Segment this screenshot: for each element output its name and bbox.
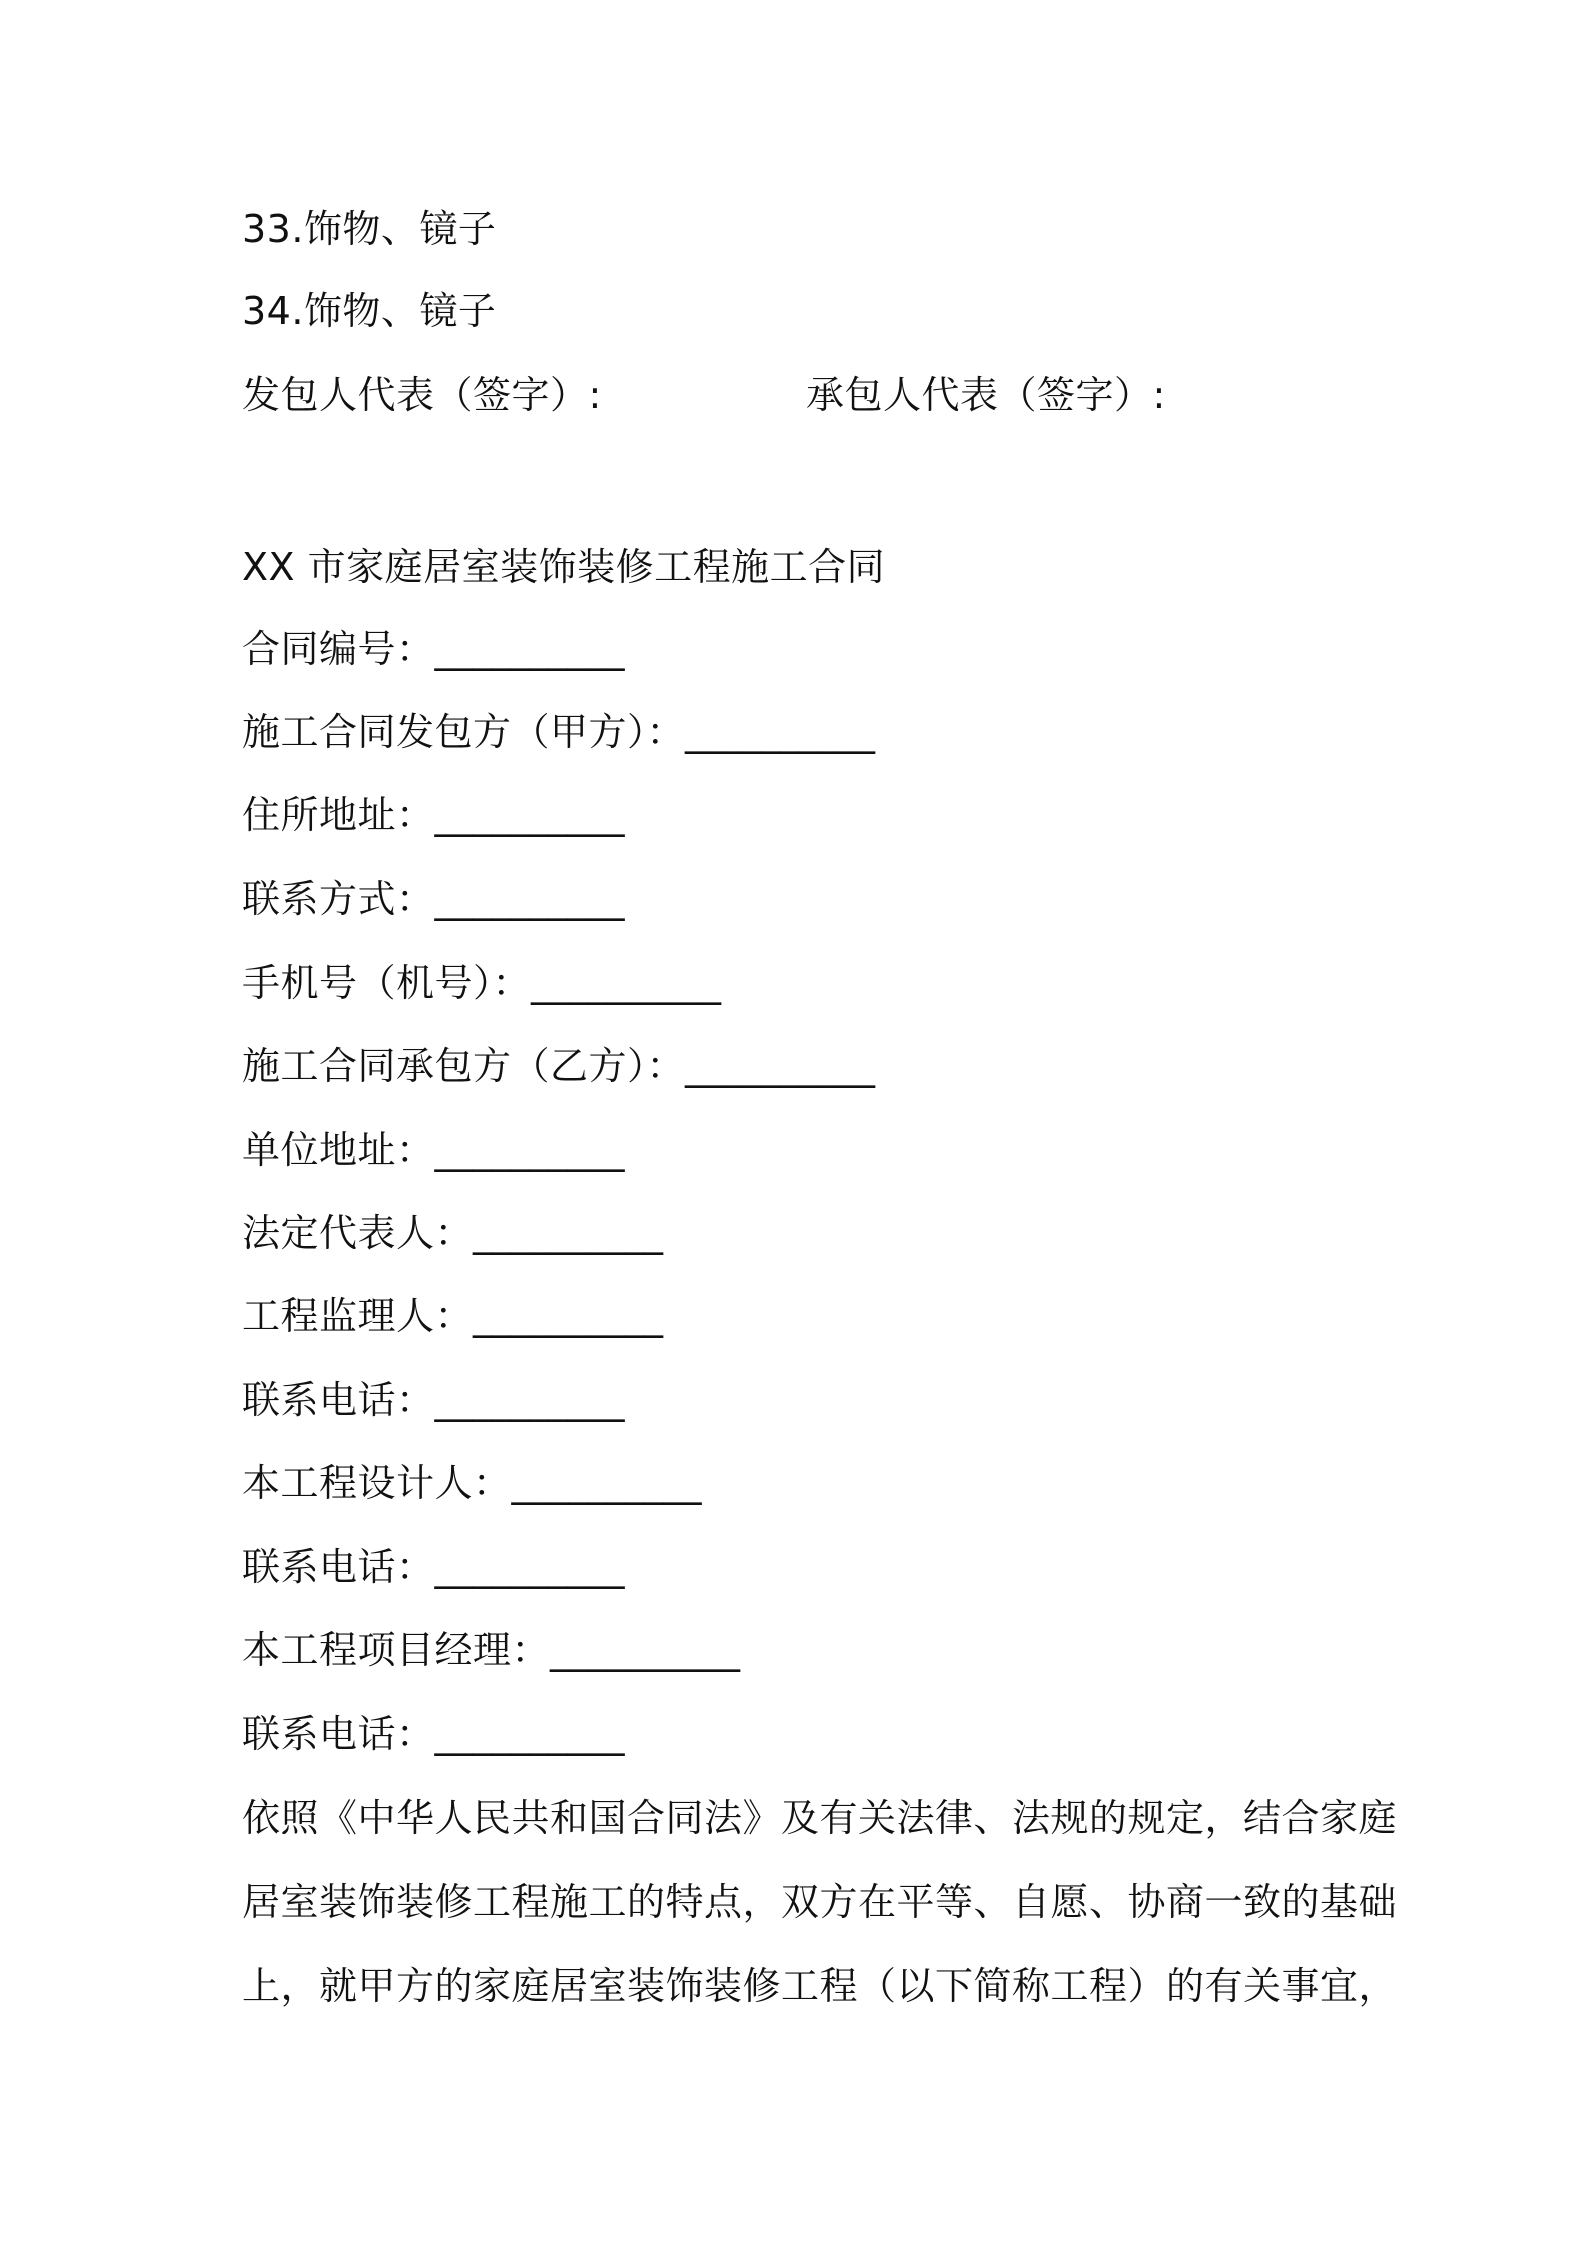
field-label: 联系电话：: [242, 1378, 435, 1422]
field-designer: [242, 1457, 702, 1509]
field-label: 施工合同发包方（甲方）：: [242, 710, 686, 754]
body-paragraph-line-3: 上，就甲方的家庭居室装饰装修工程（以下简称工程）的有关事宜，: [242, 1964, 1398, 2008]
field-party-a: [242, 706, 875, 758]
list-item-34: 34.饰物、镜子: [242, 289, 497, 333]
field-blank: __________: [685, 710, 876, 754]
field-label: 手机号（机号）：: [242, 961, 532, 1005]
field-blank: __________: [434, 877, 625, 921]
field-blank: __________: [473, 1294, 664, 1338]
field-blank: __________: [685, 1044, 876, 1088]
list-item-33: 33.饰物、镜子: [242, 207, 497, 251]
field-supervisor: [242, 1290, 663, 1342]
field-designer-phone: [242, 1541, 625, 1593]
body-paragraph-line-1: 依照《中华人民共和国合同法》及有关法律、法规的规定，结合家庭: [242, 1796, 1398, 1840]
field-blank: __________: [473, 1211, 664, 1255]
field-blank: __________: [511, 1461, 702, 1505]
employer-signature-label: 发包人代表（签字）:: [242, 373, 602, 417]
field-blank: __________: [550, 1628, 741, 1672]
field-project-manager-phone: [242, 1708, 625, 1760]
body-paragraph-line-2: 居室装饰装修工程施工的特点，双方在平等、自愿、协商一致的基础: [242, 1880, 1398, 1924]
field-residence-address: [242, 789, 625, 841]
field-project-manager: [242, 1624, 740, 1676]
field-label: 联系方式：: [242, 877, 435, 921]
field-legal-representative: [242, 1207, 663, 1259]
field-label: 本工程设计人：: [242, 1461, 512, 1505]
field-blank: __________: [434, 1545, 625, 1589]
field-company-address: [242, 1124, 625, 1176]
contractor-signature-label: 承包人代表（签字）:: [806, 373, 1166, 417]
field-label: 合同编号：: [242, 627, 435, 671]
field-contact-method: [242, 873, 625, 925]
field-label: 施工合同承包方（乙方）：: [242, 1044, 686, 1088]
field-label: 住所地址：: [242, 793, 435, 837]
field-blank: __________: [434, 793, 625, 837]
field-blank: __________: [531, 961, 722, 1005]
field-blank: __________: [434, 1128, 625, 1172]
field-label: 法定代表人：: [242, 1211, 474, 1255]
field-party-b: [242, 1040, 875, 1092]
field-label: 本工程项目经理：: [242, 1628, 551, 1672]
field-label: 联系电话：: [242, 1545, 435, 1589]
field-blank: __________: [434, 1378, 625, 1422]
field-label: 单位地址：: [242, 1128, 435, 1172]
field-contract-number: [242, 623, 625, 675]
field-label: 工程监理人：: [242, 1294, 474, 1338]
field-mobile: [242, 957, 721, 1009]
field-supervisor-phone: [242, 1374, 625, 1426]
contract-title: XX 市家庭居室装饰装修工程施工合同: [242, 545, 886, 589]
field-blank: __________: [434, 1712, 625, 1756]
field-blank: __________: [434, 627, 625, 671]
field-label: 联系电话：: [242, 1712, 435, 1756]
